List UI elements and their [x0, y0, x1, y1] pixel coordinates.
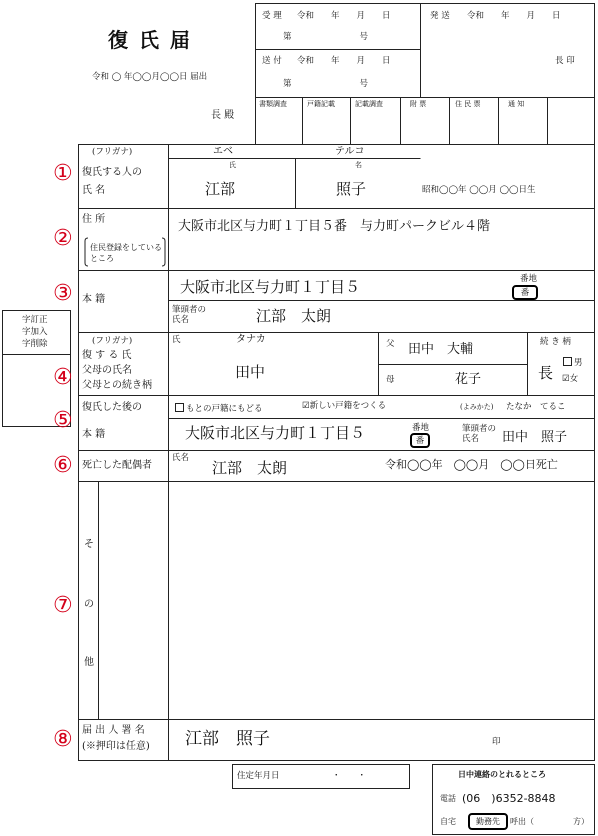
s1-sub-surname: 氏 [229, 161, 236, 169]
female-label: 女 [569, 374, 579, 384]
s1-furigana-label: (フリガナ) [92, 147, 133, 157]
s5-head-name[interactable]: 田中 照子 [502, 430, 568, 445]
s4-label-3: 父母との続き柄 [82, 380, 152, 391]
side-box-correction: 字訂正 [22, 315, 48, 325]
s4-mother-name[interactable]: 花子 [455, 372, 482, 387]
s8-label-1: 届 出 人 署 名 [82, 725, 145, 736]
s5-banchi-label: 番地 [412, 423, 430, 433]
s4-furigana-label: (フリガナ) [92, 336, 133, 346]
s1-surname[interactable]: 江部 [205, 180, 236, 198]
s5-honseki[interactable]: 大阪市北区与力町１丁目５ [185, 424, 366, 442]
checkbox-male[interactable] [563, 357, 572, 366]
chief-seal: 長 印 [555, 56, 575, 66]
contact-title: 日中連絡のとれるところ [458, 770, 546, 779]
check-col-notice: 通 知 [508, 100, 525, 108]
receipt-number: 第 号 [283, 32, 369, 42]
s5-yomi[interactable]: たなか てるこ [506, 402, 566, 412]
form-title: 復 氏 届 [108, 28, 192, 52]
s4-father-label: 父 [386, 339, 395, 349]
s5-head-label: 筆頭者の氏名 [462, 424, 497, 444]
s4-father-name[interactable]: 田中 大輔 [408, 342, 474, 357]
male-label: 男 [574, 358, 583, 368]
s5-banchi-box[interactable]: 番 [410, 433, 430, 448]
s8-seal: 印 [492, 737, 501, 747]
s3-banchi-box[interactable]: 番 [512, 285, 538, 300]
send-label: 送 付 [262, 56, 282, 66]
s3-label: 本 籍 [82, 294, 106, 305]
s4-label-1: 復 す る 氏 [82, 350, 132, 361]
s2-note: 住民登録をしているところ [90, 243, 162, 263]
s7-other-field[interactable] [100, 483, 592, 717]
s3-head-label: 筆頭者の氏名 [172, 305, 207, 325]
side-box-deletion: 字削除 [22, 339, 48, 349]
s4-relation-value[interactable]: 長 [538, 364, 554, 382]
phone-label: 電話 [440, 794, 456, 803]
check-col-documents: 書類調査 [259, 100, 287, 108]
receipt-date: 令和 年 月 日 [297, 11, 391, 21]
addressee: 長 殿 [211, 110, 235, 121]
section-number-4: ④ [53, 365, 73, 390]
s5-opt2-label: 新しい戸籍をつくる [309, 401, 387, 411]
s5-label-2: 本 籍 [82, 429, 106, 440]
footer-dated-dots[interactable]: ・ ・ [332, 771, 367, 781]
s4-relation-label: 続 き 柄 [540, 337, 571, 347]
dispatch-label: 発 送 [430, 11, 450, 21]
s1-birth-date[interactable]: 昭和◯◯年 ◯◯月 ◯◯日生 [422, 185, 536, 195]
s4-label-2: 父母の氏名 [82, 365, 132, 376]
s5-label-1: 復氏した後の [82, 402, 142, 413]
contact-work-selected[interactable]: 勤務先 [468, 813, 508, 830]
s6-sub-name: 氏名 [172, 453, 190, 463]
check-col-resident: 住 民 票 [455, 100, 481, 108]
s1-label-2: 氏 名 [82, 185, 106, 196]
checkbox-female-checked[interactable]: ☑ [562, 374, 570, 384]
section-number-1: ① [53, 161, 73, 186]
s4-mother-label: 母 [386, 375, 395, 385]
s7-label-so: そ [84, 539, 94, 550]
s5-option-return[interactable] [175, 403, 263, 414]
s6-name[interactable]: 江部 太朗 [212, 459, 288, 477]
section-number-8: ⑧ [53, 727, 73, 752]
s8-signature-name[interactable]: 江部 照子 [185, 729, 270, 749]
s7-label-no: の [84, 599, 94, 610]
checkbox-new-registry-checked[interactable]: ☑ [302, 401, 310, 411]
s5-option-new[interactable] [302, 402, 386, 411]
s5-yomi-label: (よみかた) [460, 403, 494, 411]
phone-number[interactable]: (06 )6352-8848 [462, 792, 556, 805]
s2-label: 住 所 [82, 214, 106, 225]
dispatch-date: 令和 年 月 日 [467, 11, 561, 21]
contact-home[interactable]: 自宅 [440, 817, 456, 826]
s4-female-option[interactable] [562, 375, 578, 384]
send-date: 令和 年 月 日 [297, 56, 391, 66]
s2-address[interactable]: 大阪市北区与力町１丁目５番 与力町パークビル４階 [178, 219, 491, 234]
section-number-5: ⑤ [53, 408, 73, 433]
s1-label-1: 復氏する人の [82, 167, 142, 178]
receipt-label: 受 理 [262, 11, 282, 21]
checkbox-return-registry[interactable] [175, 403, 184, 412]
s8-label-2: (※押印は任意) [82, 741, 150, 752]
contact-callout[interactable]: 呼出（ [510, 817, 534, 826]
contact-callout-end: 方） [573, 817, 589, 826]
side-box-addition: 字加入 [22, 327, 48, 337]
check-col-registry: 戸籍記載 [307, 100, 335, 108]
check-col-appendix: 附 票 [410, 100, 427, 108]
check-col-entry: 記載調査 [355, 100, 383, 108]
s7-label-ta: 他 [84, 657, 94, 668]
s3-honseki[interactable]: 大阪市北区与力町１丁目５ [180, 278, 361, 296]
s4-surname[interactable]: 田中 [235, 363, 266, 381]
filing-date: 令和 ◯ 年◯◯月◯◯日 届出 [92, 72, 208, 82]
s6-label: 死亡した配偶者 [82, 460, 152, 471]
s1-sub-given: 名 [355, 161, 362, 169]
section-number-2: ② [53, 226, 73, 251]
s1-kana-surname[interactable]: エベ [213, 146, 233, 157]
s1-given-name[interactable]: 照子 [336, 180, 367, 198]
send-number: 第 号 [283, 79, 369, 89]
s3-head-name[interactable]: 江部 太朗 [256, 307, 332, 325]
s1-kana-given[interactable]: テルコ [335, 146, 365, 157]
section-number-6: ⑥ [53, 453, 73, 478]
s5-opt1-label: もとの戸籍にもどる [186, 404, 263, 414]
s4-male-option[interactable] [563, 357, 583, 368]
s4-sub-surname: 氏 [172, 335, 181, 345]
section-number-3: ③ [53, 281, 73, 306]
section-number-7: ⑦ [53, 593, 73, 618]
s3-banchi-label: 番地 [520, 274, 538, 284]
s4-kana[interactable]: タナカ [236, 334, 266, 345]
footer-dated-label: 住定年月日 [237, 771, 280, 781]
s6-death-date[interactable]: 令和◯◯年 ◯◯月 ◯◯日死亡 [385, 458, 558, 471]
